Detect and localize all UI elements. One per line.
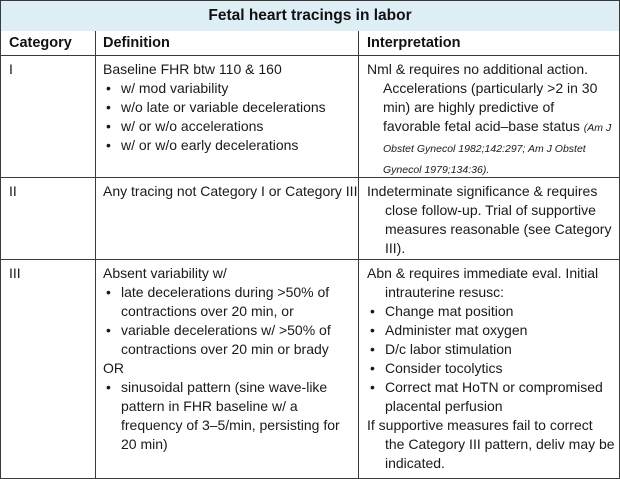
interpretation-body-text: Accelerations (particularly >2 in 30 min) are highly predictive of favorable fetal acid–base status [383,80,598,134]
list-item: • Correct mat HoTN or compromised placental perfusion [367,378,615,416]
list-item: • w/ or w/o accelerations [103,117,351,136]
definition-bullet-list [103,283,351,359]
header-interpretation: Interpretation [367,35,461,51]
interpretation-intro: Nml & requires no additional action. [367,61,589,77]
or-label: OR [103,360,124,376]
table-header-row [1,31,619,56]
definition-bullet-list [103,378,351,454]
interpretation-body [383,79,615,180]
category-cell: I [9,61,13,77]
definition-intro: Baseline FHR btw 110 & 160 [103,61,282,77]
definition-cell [103,60,351,155]
table-row-category-iii [1,260,619,478]
list-item: • Consider tocolytics [367,359,615,378]
header-category: Category [9,35,72,51]
definition-cell: Any tracing not Category I or Category III [103,183,358,199]
definition-intro: Absent variability w/ [103,265,227,281]
list-item: • w/o late or variable decelerations [103,98,351,117]
list-item: • D/c labor stimulation [367,340,615,359]
list-item: • late decelerations during >50% of contractions over 20 min, or [103,283,351,321]
interpretation-cell: Indeterminate significance & requires close follow-up. Trial of supportive measures reasonable (see Category III). [367,183,612,256]
table-title: Fetal heart tracings in labor [1,1,619,32]
header-definition: Definition [103,35,170,51]
interpretation-cell [367,60,615,180]
interpretation-bullet-list [367,302,615,416]
interpretation-cell [367,264,615,473]
table-row-category-i [1,56,619,177]
definition-bullet-list [103,79,351,155]
list-item: • Change mat position [367,302,615,321]
list-item: • w/ or w/o early decelerations [103,136,351,155]
list-item: • Administer mat oxygen [367,321,615,340]
category-cell: II [9,183,17,199]
list-item: • sinusoidal pattern (sine wave-like pattern in FHR baseline w/ a frequency of 3–5/min, persisting for 20 min) [103,378,351,454]
interpretation-outro: If supportive measures fail to correct the Category III pattern, deliv may be indicated. [367,417,615,471]
category-cell: III [9,265,21,281]
list-item: • w/ mod variability [103,79,351,98]
interpretation-intro: Abn & requires immediate eval. Initial intrauterine resusc: [367,265,599,300]
citation: (Am J Obstet Gynecol 1982;142:297; Am J Obstet Gynecol 1979;134:36). [383,122,612,176]
list-item: • variable decelerations w/ >50% of contractions over 20 min or brady [103,321,351,359]
definition-cell [103,264,351,454]
table-row-category-ii [1,178,619,259]
